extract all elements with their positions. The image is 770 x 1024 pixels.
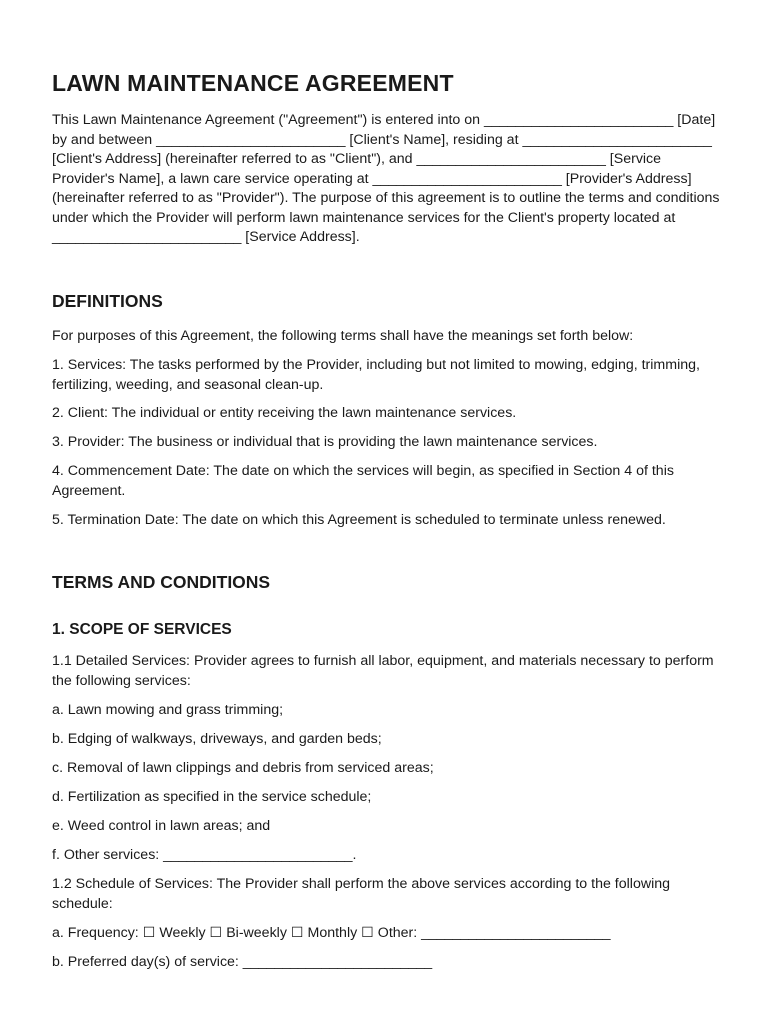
detailed-services: 1.1 Detailed Services: Provider agrees to furnish all labor, equipment, and materials necessary to perform the following services: [52, 653, 714, 689]
definitions-heading: DEFINITIONS [52, 291, 163, 311]
terms-heading: TERMS AND CONDITIONS [52, 572, 271, 592]
definitions-lead: For purposes of this Agreement, the following terms shall have the meanings set forth below: [52, 328, 634, 344]
service-item: d. Fertilization as specified in the service schedule; [52, 789, 372, 805]
intro-paragraph: This Lawn Maintenance Agreement ("Agreement") is entered into on ________________________ [Date] by and between ________________________ [Client's Name], residing at ________________________ [Client's Address] (hereinafter referred to as "Client"), and ________________________ [Service Provider's Name], a lawn care service operating at ________________________ [Provider's Address] (hereinafter referred to as "Provider"). The purpose of this agreement is to outline the terms and conditions under which the Provider will perform lawn maintenance services for the Client's property located at ________________________ [Service Address]. [52, 112, 720, 245]
service-item: f. Other services: ________________________. [52, 847, 357, 863]
document-title: LAWN MAINTENANCE AGREEMENT [52, 70, 454, 96]
definition-item: 3. Provider: The business or individual that is providing the lawn maintenance services. [52, 434, 598, 450]
definition-item: 5. Termination Date: The date on which this Agreement is scheduled to terminate unless renewed. [52, 512, 666, 528]
schedule-paragraph: 1.2 Schedule of Services: The Provider shall perform the above services according to the following schedule: [52, 876, 671, 912]
service-item: c. Removal of lawn clippings and debris from serviced areas; [52, 760, 434, 776]
scope-heading: 1. SCOPE OF SERVICES [52, 621, 232, 638]
definition-item: 4. Commencement Date: The date on which the services will begin, as specified in Section 4 of this Agreement. [52, 463, 674, 499]
definition-item: 2. Client: The individual or entity receiving the lawn maintenance services. [52, 405, 517, 421]
service-item: e. Weed control in lawn areas; and [52, 818, 271, 834]
definition-item: 1. Services: The tasks performed by the Provider, including but not limited to mowing, edging, trimming, fertilizing, weeding, and seasonal clean-up. [52, 357, 700, 393]
service-item: b. Edging of walkways, driveways, and garden beds; [52, 731, 382, 747]
frequency-line: a. Frequency: ☐ Weekly ☐ Bi-weekly ☐ Monthly ☐ Other: ________________________ [52, 925, 611, 941]
service-item: a. Lawn mowing and grass trimming; [52, 702, 284, 718]
preferred-day-line: b. Preferred day(s) of service: ________________________ [52, 954, 433, 970]
